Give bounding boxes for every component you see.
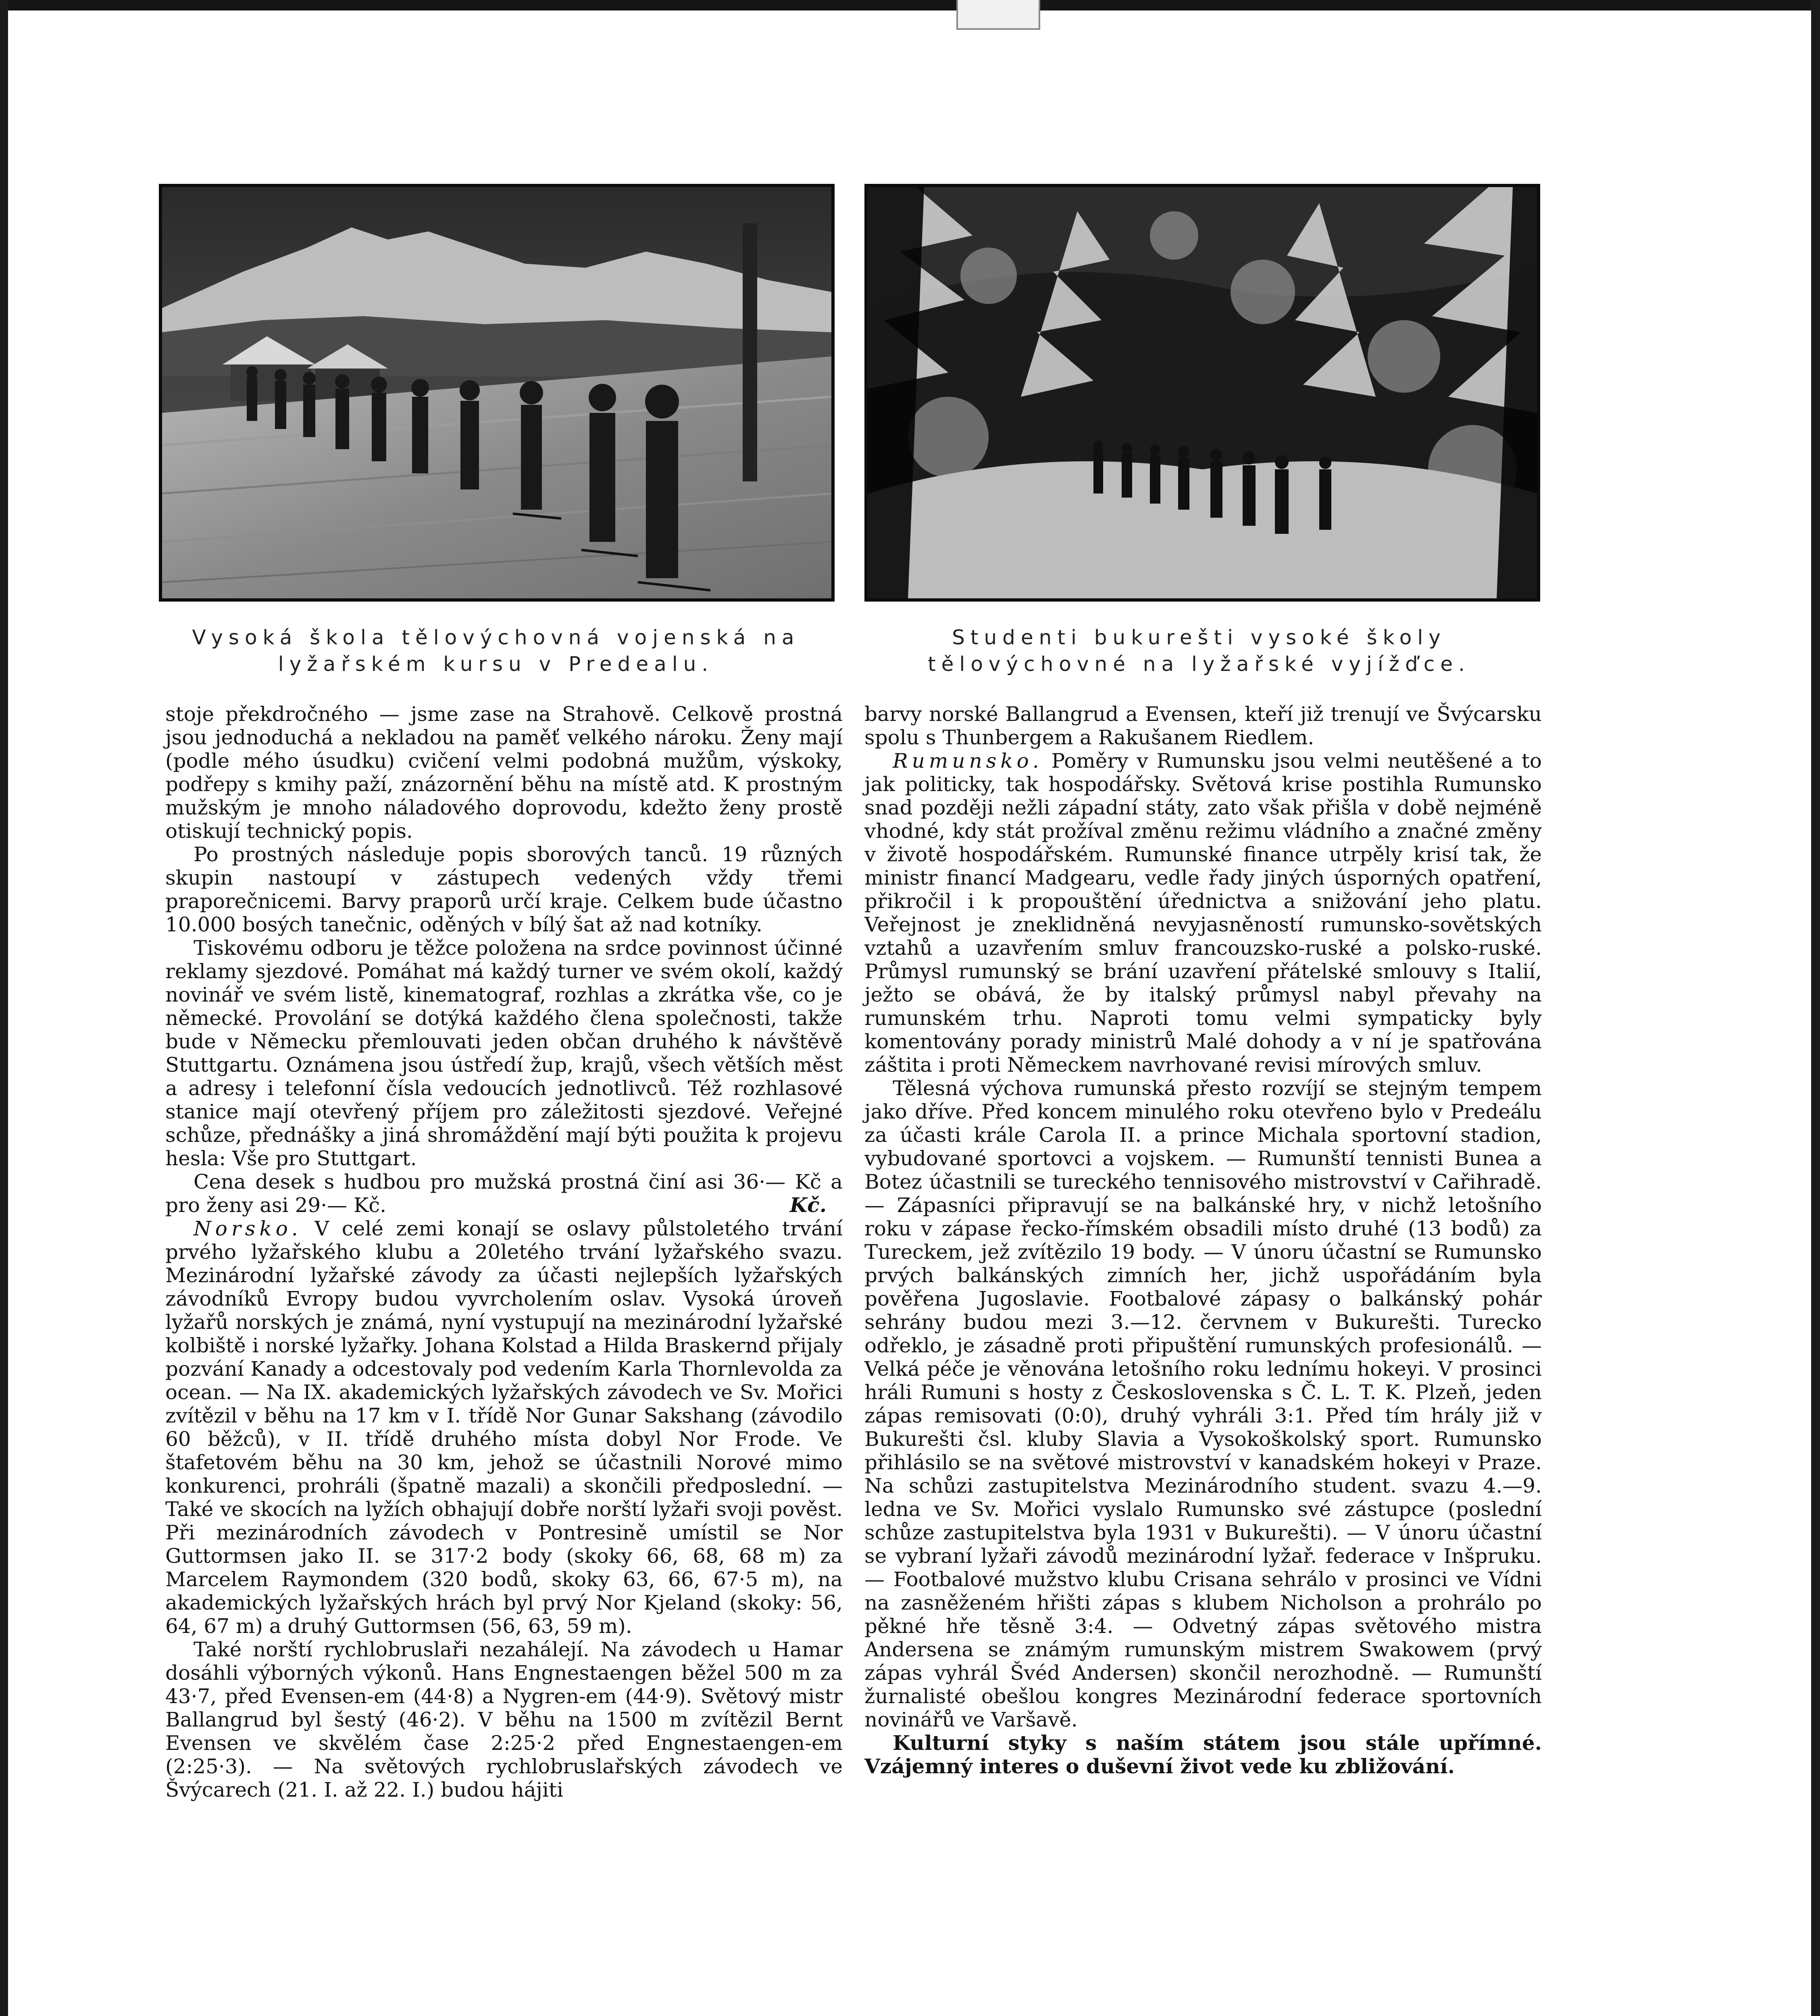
text-column-right <box>864 702 1542 1778</box>
paragraph-norsko <box>165 1217 843 1638</box>
paragraph <box>165 1170 843 1217</box>
paragraph-text: Poměry v Rumunsku jsou velmi neutěšené a to jak politicky, tak hospodářsky. Světová krise postihla Rumunsko snad později nežli západní státy, zato však přišla v době nejméně vhodné, kdy stát prožíval změnu režimu vládního a značné změny v životě hospodářském. Rumunské finance utrpěly krisí tak, že ministr financí Madgearu, vedle řady jiných úsporných opatření, přikročil i k propouštění úřednictva a snižování jeho platu. Veřejnost je zneklidněná nevyjasněností rumunsko-sovětských vztahů a uzavřením smluv francouzsko-ruské a polsko-ruské. Průmysl rumunský se brání uzavření přátelské smlouvy s Italií, ježto se obává, že by italský průmysl nabyl převahy na rumunském trhu. Naproti tomu velmi sympaticky byly komentovány porady ministrů Malé dohody a v ní je spatřována záštita i proti Německem navrhované revisi mírových smluv. <box>864 749 1542 1077</box>
paragraph: Po prostných následuje popis sborových tanců. 19 různých skupin nastoupí v zástupech vedených vždy třemi praporečnicemi. Barvy praporů určí kraje. Celkem bude účastno 10.000 bosých tanečnic, oděných v bílý šat až nad kotníky. <box>165 843 843 936</box>
text-column-left <box>165 702 843 1801</box>
scan-border-right <box>1811 0 1820 2016</box>
paragraph-rumunsko <box>864 749 1542 1077</box>
registration-mark <box>956 0 1040 30</box>
paragraph: stoje překdročného — jsme zase na Strahově. Celkově prostná jsou jednoduchá a nekladou na paměť velkého nároku. Ženy mají (podle mého úsudku) cvičení velmi podobná mužům, výskoky, podřepy s kmihy paží, znázornění běhu na místě atd. K prostným mužským je mnoho náladového doprovodu, kdežto ženy prostě otiskují technický popis. <box>165 702 843 843</box>
paragraph-text: V celé zemi konají se oslavy půlstoletého trvání prvého lyžařského klubu a 20letého trvání lyžařského svazu. Mezinárodní lyžařské závody za účasti nejlepších lyžařských závodníků Evropy budou vyvrcholením oslav. Vysoká úroveň lyžařů norských je známá, nyní vystupují na mezinárodní lyžařské kolbiště i norské lyžařky. Johana Kolstad a Hilda Braskernd přijaly pozvání Kanady a odcestovaly pod vedením Karla Thornlevolda za ocean. — Na IX. akademických lyžařských závodech ve Sv. Mořici zvítězil v běhu na 17 km v I. třídě Nor Gunar Sakshang (závodilo 60 běžců), v II. třídě druhého místa dobyl Nor Frode. Ve štafetovém běhu na 30 km, jehož se účastnili Norové mimo konkurenci, prohráli (špatně mazali) a skončili předposlední. — Také ve skocích na lyžích obhajují dobře norští lyžaři svoji pověst. Při mezinárodních závodech v Pontresině umístil se Nor Guttormsen jako II. se 317·2 body (skoky 66, 68, 68 m) za Marcelem Raymondem (320 bodů, skoky 63, 66, 67·5 m), na akademických lyžařských hrách byl prvý Nor Kjeland (skoky: 56, 64, 67 m) a druhý Guttormsen (56, 63, 59 m). <box>165 1217 843 1638</box>
paragraph: Také norští rychlobruslaři nezahálejí. Na závodech u Hamar dosáhli výborných výkonů. Hans Engnestaengen běžel 500 m za 43·7, před Evensen-em (44·8) a Nygren-em (44·9). Světový mistr Ballangrud byl šestý (46·2). V běhu na 1500 m zvítězil Bernt Evensen ve skvělém čase 2:25·2 před Engnestaengen-em (2:25·3). — Na světových rychlobruslařských závodech ve Švýcarech (21. I. až 22. I.) budou hájiti <box>165 1638 843 1801</box>
currency-mark: Kč. <box>789 1193 827 1217</box>
paragraph: Tělesná výchova rumunská přesto rozvíjí se stejným tempem jako dříve. Před koncem minulého roku otevřeno bylo v Predeálu za účasti krále Carola II. a prince Michala sportovní stadion, vybudované sportovci a vojskem. — Rumunští tennisti Bunea a Botez účastnili se tureckého tennisového mistrovství v Cařihradě. — Zápasníci připravují se na balkánské hry, v nichž letošního roku v zápase řecko-římském obsadili místo druhé (13 bodů) za Tureckem, jež zvítězilo 19 body. — V únoru účastní se Rumunsko prvých balkánských zimních her, jichž uspořádáním byla pověřena Jugoslavie. Footbalové zápasy o balkánský pohár sehrány budou mezi 3.—12. červnem v Bukurešti. Turecko odřeklo, je zásadně proti připuštění rumunských profesionálů. — Velká péče je věnována letošního roku lednímu hokeyi. V prosinci hráli Rumuni s hosty z Československa s Č. L. T. K. Plzeň, jeden zápas remisovati (0:0), druhý vyhráli 3:1. Před tím hrály již v Bukurešti čsl. kluby Slavia a Vysokoškolský sport. Rumunsko přihlásilo se na světové mistrovství v kanadském hokeyi v Praze. Na schůzi zastupitelstva Mezinárodního student. svazu 4.—9. ledna ve Sv. Mořici vyslalo Rumunsko své zástupce (poslední schůze zastupitelstva byla 1931 v Bukurešti). — V únoru účastní se vybraní lyžaři závodů mezinárodní lyžař. federace v Inšpruku. — Footbalové mužstvo klubu Crisana sehrálo v prosinci ve Vídni na zasněženém hřišti zápas s klubem Nicholson a prohrálo po pěkné hře těsně 3:4. — Odvetný zápas světového mistra Andersena se známým rumunským mistrem Swakowem (prvý zápas vyhrál Švéd Andersen) skončil nerozhodně. — Rumunští žurnalisté obešlou kongres Mezinárodní federace sportovních novinářů ve Varšavě. <box>864 1077 1542 1731</box>
photo-caption-left: Vysoká škola tělovýchovná vojenská na lyžařském kursu v Predealu. <box>192 626 800 676</box>
section-label-rumunsko: Rumunsko. <box>893 749 1043 773</box>
paragraph: barvy norské Ballangrud a Evensen, kteří již trenují ve Švýcarsku spolu s Thunbergem a Rakušanem Riedlem. <box>864 702 1542 749</box>
scan-border-top <box>0 0 1820 10</box>
section-label-norsko: Norsko. <box>194 1217 302 1240</box>
photo-ski-course-predeal <box>159 184 835 602</box>
paragraph: Tiskovému odboru je těžce položena na srdce povinnost účinné reklamy sjezdové. Pomáhat má každý turner ve svém okolí, každý novinář ve svém listě, kinematograf, rozhlas a zkrátka vše, co je německé. Provolání se dotýká každého člena společnosti, takže bude v Německu přemlouvati jeden občan druhého k návštěvě Stuttgartu. Oznámena jsou ústředí žup, krajů, všech větších měst a adresy i telefonní čísla vedoucích jednotlivců. Též rozhlasové stanice mají otevřený příjem pro záležitosti sjezdové. Veřejné schůze, přednášky a jiná shromáždění mají býti použita k projevu hesla: Vše pro Stuttgart. <box>165 936 843 1170</box>
paragraph-closing: Kulturní styky s naším státem jsou stále upřímné. Vzájemný interes o duševní život vede ku zbližování. <box>864 1731 1542 1778</box>
photo-caption-right: Studenti bukurešti vysoké školy tělovýchovné na lyžařské vyjížďce. <box>928 626 1470 676</box>
paragraph-text: Cena desek s hudbou pro mužská prostná činí asi 36·— Kč a pro ženy asi 29·— Kč. <box>165 1170 843 1217</box>
photo-students-ski-trip <box>864 184 1540 602</box>
scan-border-left <box>0 0 8 2016</box>
